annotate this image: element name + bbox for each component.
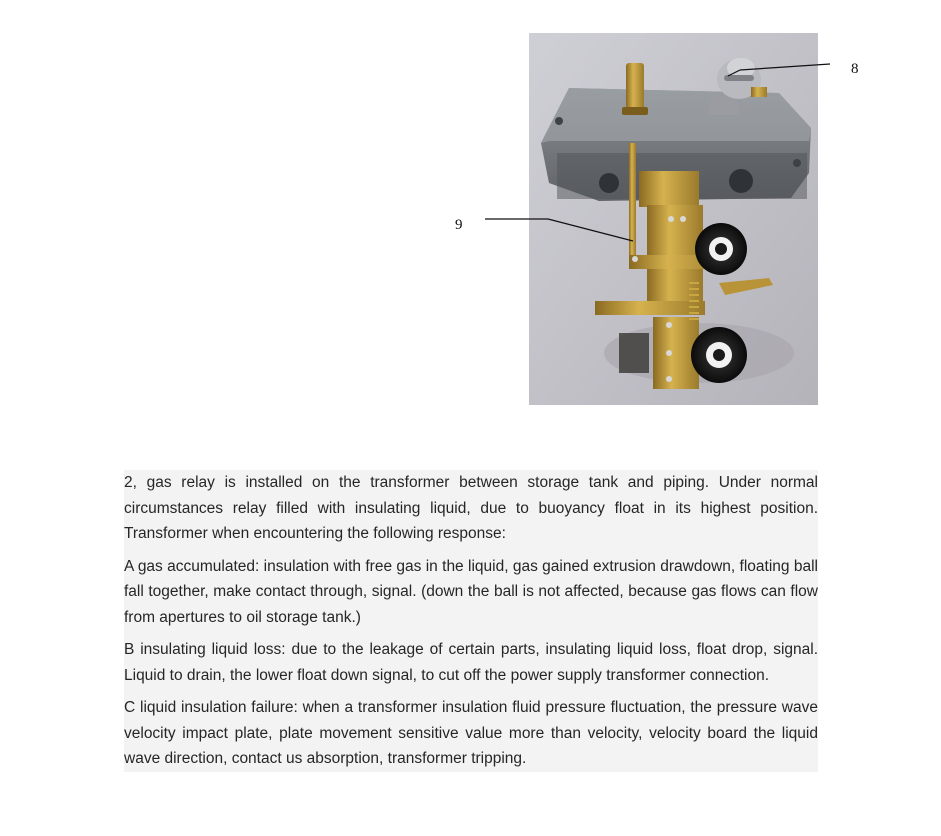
body-text xyxy=(124,470,818,772)
paragraph-c-insulation-failure: C liquid insulation failure: when a transformer insulation fluid pressure fluctuation, the pressure wave velocity impact plate, plate movement sensitive value more than velocity, velocity board the liquid wave direction, contact us absorption, transformer tripping. xyxy=(124,699,818,767)
gas-relay-photo xyxy=(529,33,818,405)
callout-label-9: 9 xyxy=(455,217,463,233)
paragraph-b-liquid-loss: B insulating liquid loss: due to the leakage of certain parts, insulating liquid loss, float drop, signal. Liquid to drain, the lower float down signal, to cut off the power supply transformer connection. xyxy=(124,641,818,684)
callout-label-8: 8 xyxy=(851,61,859,77)
paragraph-a-gas-accumulated: A gas accumulated: insulation with free gas in the liquid, gas gained extrusion drawdown, floating ball fall together, make contact through, signal. (down the ball is not affected, because gas flows can flow from apertures to oil storage tank.) xyxy=(124,557,818,626)
paragraph-intro: 2, gas relay is installed on the transformer between storage tank and piping. Under normal circumstances relay filled with insulating liquid, due to buoyancy float in its highest position. Transformer when encountering the following response: xyxy=(124,474,818,542)
